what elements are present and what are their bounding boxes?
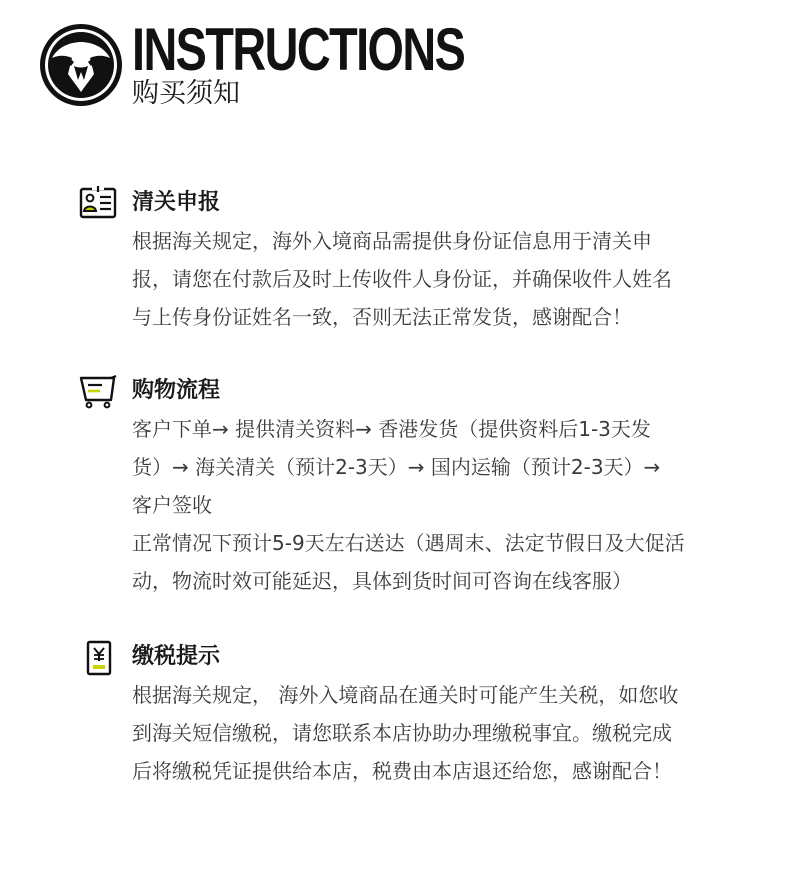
section-heading: 购物流程 <box>132 378 221 403</box>
section-body <box>132 222 732 336</box>
customs-declaration-section <box>78 186 728 346</box>
section-body <box>132 410 732 600</box>
snake-head-logo-icon <box>38 22 124 108</box>
body-line: 客户签收 <box>132 493 212 517</box>
section-body <box>132 676 732 790</box>
body-line: 根据海关规定， 海外入境商品在通关时可能产生关税，如您收 <box>132 683 679 707</box>
page-title: INSTRUCTIONS <box>132 16 465 83</box>
tax-notice-section <box>78 640 728 800</box>
body-line: 动，物流时效可能延迟，具体到货时间可咨询在线客服） <box>132 569 632 593</box>
shopping-cart-list-icon <box>78 374 118 410</box>
shopping-process-section <box>78 374 728 614</box>
page-subtitle: 购买须知 <box>132 78 240 109</box>
section-heading: 缴税提示 <box>132 644 221 669</box>
yen-receipt-icon <box>78 640 118 676</box>
body-line: 报，请您在付款后及时上传收件人身份证，并确保收件人姓名 <box>132 267 672 291</box>
body-line: 正常情况下预计5-9天左右送达（遇周末、法定节假日及大促活 <box>132 531 685 555</box>
body-line: 到海关短信缴税，请您联系本店协助办理缴税事宜。缴税完成 <box>132 721 672 745</box>
body-line: 货）→ 海关清关（预计2-3天）→ 国内运输（预计2-3天）→ <box>132 455 661 479</box>
page-header <box>38 16 758 112</box>
body-line: 后将缴税凭证提供给本店，税费由本店退还给您，感谢配合！ <box>132 759 672 783</box>
body-line: 根据海关规定，海外入境商品需提供身份证信息用于清关申 <box>132 229 652 253</box>
id-card-icon <box>78 186 118 222</box>
section-heading: 清关申报 <box>132 190 221 215</box>
body-line: 与上传身份证姓名一致，否则无法正常发货，感谢配合！ <box>132 305 632 329</box>
body-line: 客户下单→ 提供清关资料→ 香港发货（提供资料后1-3天发 <box>132 417 651 441</box>
